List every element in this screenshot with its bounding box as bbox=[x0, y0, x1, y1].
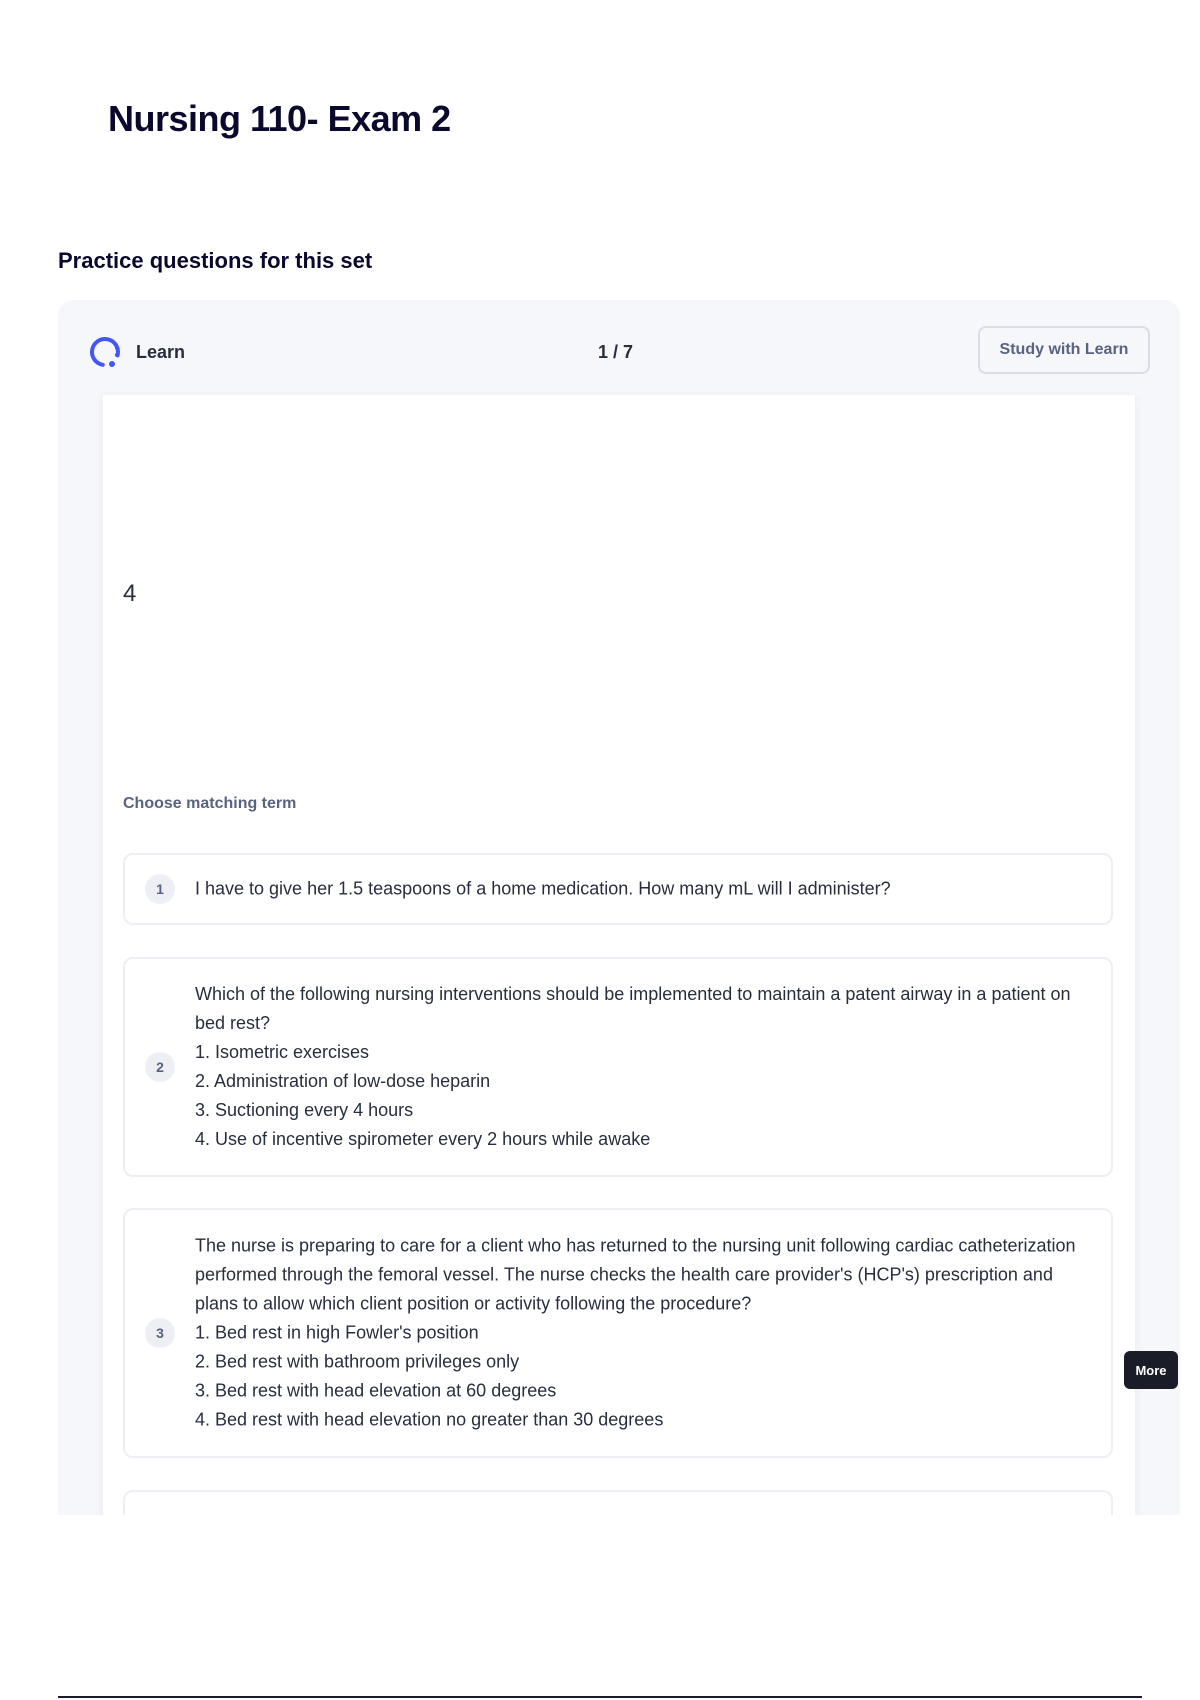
option-text: Which of the following nursing interventions should be implemented to maintain a patent airway in a patient on bed rest? 1. Isometric exercises 2. Administration of low-dose heparin 3. Suctioning every 4 hours 4. Use of incentive spirometer every 2 hours while awake bbox=[195, 984, 1071, 1149]
footer-divider bbox=[58, 1696, 1142, 1698]
learn-header bbox=[58, 300, 1180, 395]
option-text: I have to give her 1.5 teaspoons of a home medication. How many mL will I administer? bbox=[195, 878, 891, 899]
option-number-badge: 3 bbox=[145, 1318, 175, 1348]
answer-option-4[interactable] bbox=[123, 1490, 1113, 1515]
question-card bbox=[103, 395, 1135, 1515]
study-with-learn-button[interactable]: Study with Learn bbox=[978, 326, 1150, 374]
option-number-badge: 1 bbox=[145, 874, 175, 904]
answer-option-1[interactable] bbox=[123, 853, 1113, 925]
more-button[interactable]: More bbox=[1124, 1351, 1178, 1389]
learn-mode-label: Learn bbox=[136, 342, 186, 362]
option-number-badge: 2 bbox=[145, 1052, 175, 1082]
learn-progress-icon bbox=[88, 335, 122, 369]
option-text: The nurse is preparing to care for a client who has returned to the nursing unit following cardiac catheterization performed through the femoral vessel. The nurse checks the health care provider's (HCP's) prescription and plans to allow which client position or activity following the procedure? 1. Bed rest in high Fowler's position 2. Bed rest with bathroom privileges only 3. Bed rest with head elevation at 60 degrees 4. Bed rest with head elevation no greater than 30 degrees bbox=[195, 1235, 1076, 1430]
section-title: Practice questions for this set bbox=[58, 248, 373, 273]
question-instruction: Choose matching term bbox=[123, 795, 297, 812]
question-progress: 1 / 7 bbox=[598, 342, 634, 362]
set-title: Nursing 110- Exam 2 bbox=[108, 98, 451, 139]
answer-option-2[interactable] bbox=[123, 957, 1113, 1177]
learn-panel bbox=[58, 300, 1180, 1515]
question-prompt: 4 bbox=[123, 580, 137, 607]
answer-option-3[interactable] bbox=[123, 1208, 1113, 1458]
